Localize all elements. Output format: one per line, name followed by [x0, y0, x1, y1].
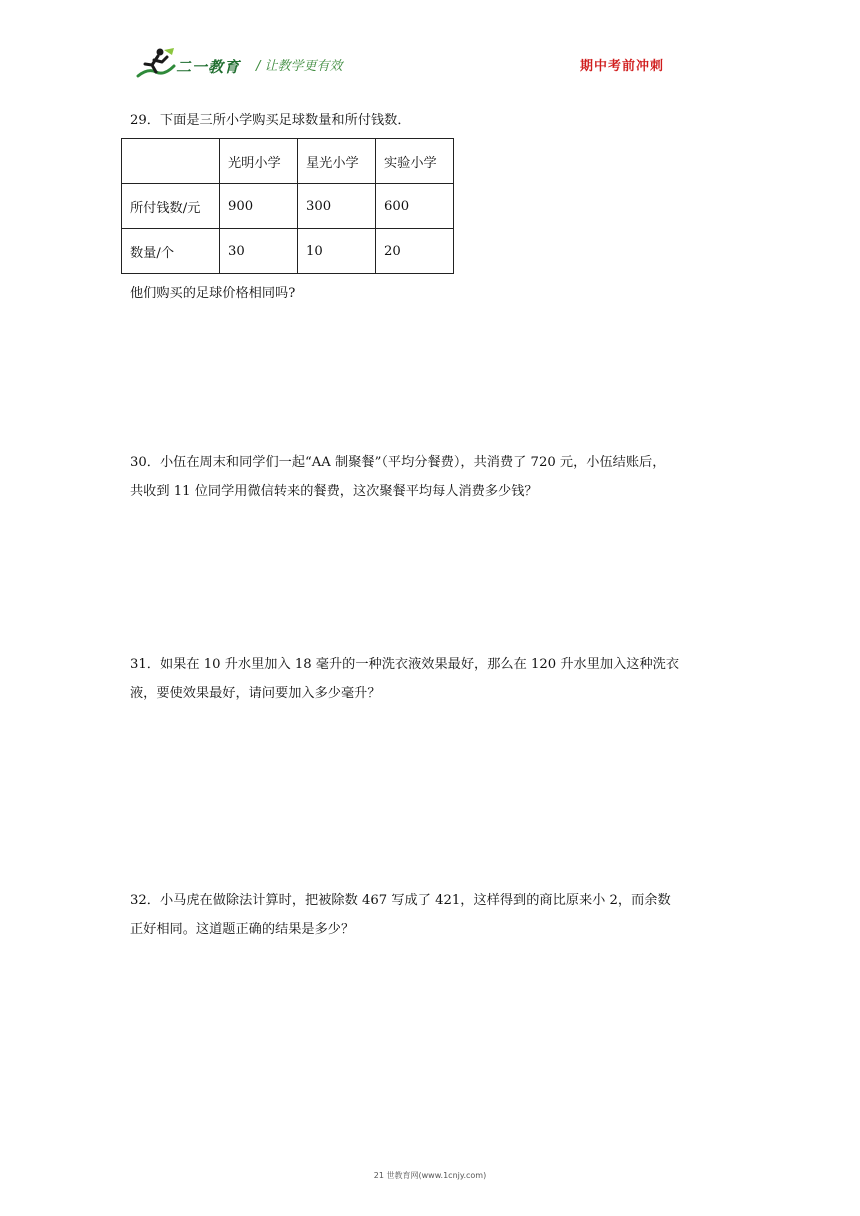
question-30 [130, 448, 734, 506]
table-cell: 30 [220, 229, 298, 274]
question-29-question: 他们购买的足球价格相同吗? [130, 286, 296, 301]
table-header-cell [122, 139, 220, 184]
table-cell: 900 [220, 184, 298, 229]
question-29-prompt [130, 279, 734, 308]
question-31-line-1: 31．如果在 10 升水里加入 18 毫升的一种洗衣液效果最好，那么在 120 升水里加入这种洗衣 [130, 657, 680, 672]
table-cell: 数量/个 [122, 229, 220, 274]
table-cell: 300 [298, 184, 376, 229]
page-footer: 21 世教育网(www.1cnjy.com) [373, 1171, 487, 1180]
table-cell: 10 [298, 229, 376, 274]
table-row [122, 184, 454, 229]
table-cell: 20 [376, 229, 454, 274]
question-32-line-2: 正好相同。这道题正确的结果是多少？ [130, 922, 355, 937]
table-cell: 所付钱数/元 [122, 184, 220, 229]
question-31-line-2: 液，要使效果最好，请问要加入多少毫升？ [130, 686, 381, 701]
runner-logo-icon [134, 46, 178, 80]
table-cell: 600 [376, 184, 454, 229]
question-31 [130, 650, 734, 708]
header-slogan: / 让教学更有效 [256, 59, 343, 74]
page-header [134, 46, 734, 86]
question-30-line-2: 共收到 11 位同学用微信转来的餐费，这次聚餐平均每人消费多少钱？ [130, 484, 538, 499]
table-header-cell: 光明小学 [220, 139, 298, 184]
table-header-row [122, 139, 454, 184]
question-29 [130, 106, 734, 135]
football-purchase-table [121, 138, 454, 274]
question-32-line-1: 32．小马虎在做除法计算时，把被除数 467 写成了 421，这样得到的商比原来小 2，而余数 [130, 893, 671, 908]
table-row [122, 229, 454, 274]
question-30-line-1: 30．小伍在周末和同学们一起“AA 制聚餐”（平均分餐费），共消费了 720 元，小伍结账后， [130, 455, 666, 470]
logo-text: 二一教育 [176, 58, 241, 76]
question-29-text: 29．下面是三所小学购买足球数量和所付钱数． [130, 113, 411, 128]
logo [134, 46, 246, 82]
exam-title: 期中考前冲刺 [580, 59, 665, 74]
question-32 [130, 886, 734, 944]
table-header-cell: 实验小学 [376, 139, 454, 184]
table-header-cell: 星光小学 [298, 139, 376, 184]
